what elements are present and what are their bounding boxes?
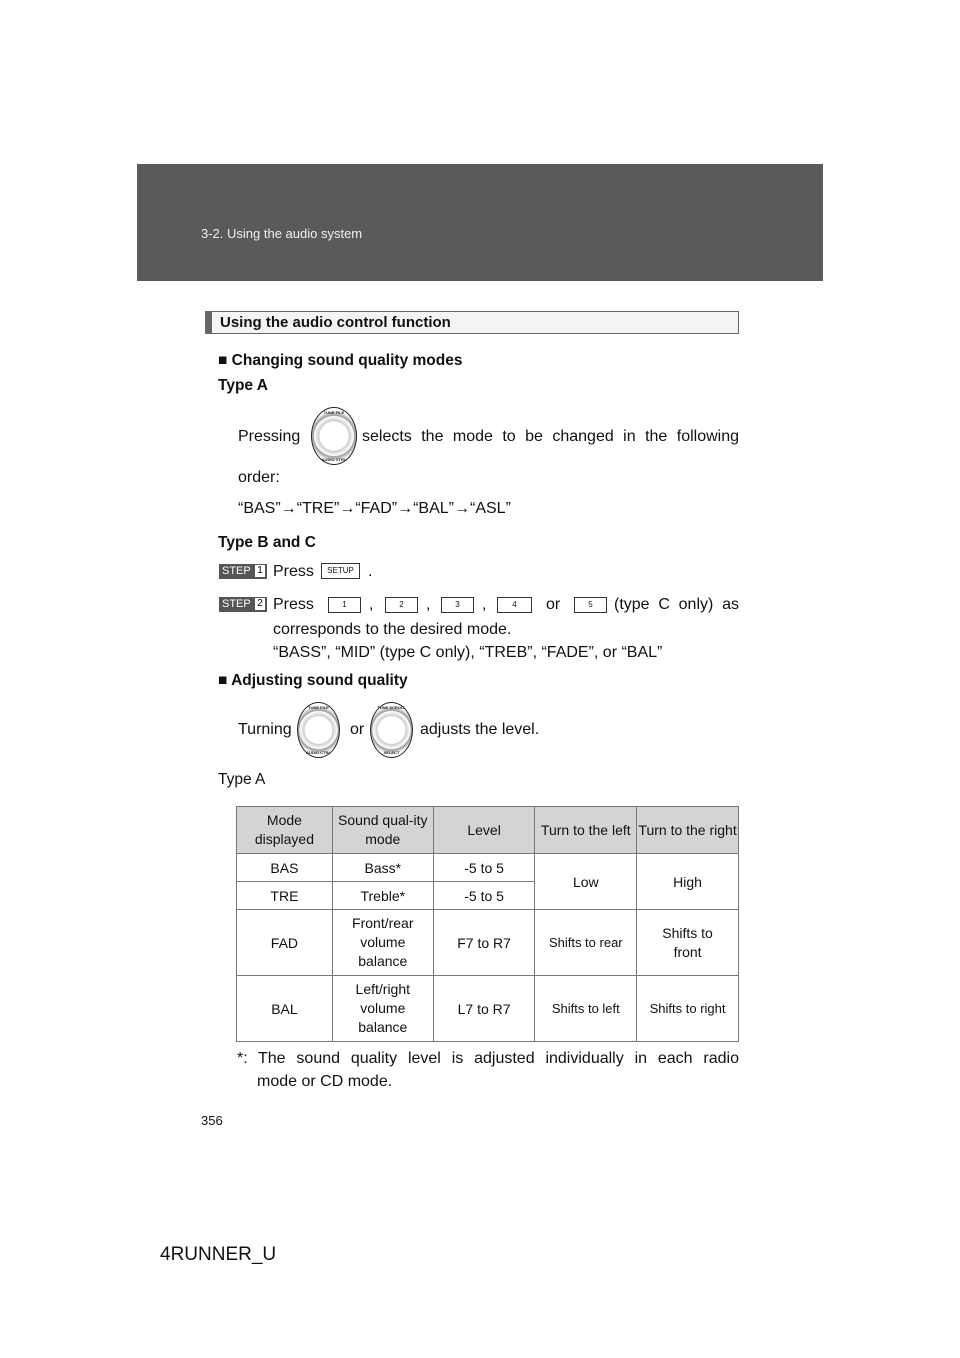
preset-5-button-icon: 5	[574, 597, 607, 613]
step2-press: Press	[273, 596, 314, 613]
cell-level: -5 to 5	[433, 854, 535, 882]
turning-or: or	[350, 721, 365, 738]
cell-quality: Front/rear volume balance	[332, 910, 433, 976]
step2-comma-3: ,	[482, 596, 487, 613]
cell-quality: Treble*	[332, 882, 433, 910]
section-heading: Using the audio control function	[220, 314, 451, 331]
cell-left: Shifts to rear	[535, 910, 637, 976]
page-number: 356	[201, 1113, 223, 1128]
preset-4-button-icon: 4	[497, 597, 532, 613]
step-2-badge: STEP 2	[219, 597, 267, 612]
square-bullet-icon: ■	[218, 672, 232, 689]
square-bullet-icon: ■	[218, 352, 232, 369]
knob-label-bottom: SELECT	[383, 750, 400, 755]
step1-period: .	[368, 563, 373, 580]
pressing-pre: Pressing	[238, 428, 301, 445]
cell-level: -5 to 5	[433, 882, 535, 910]
order-sequence: “BAS”→“TRE”→“FAD”→“BAL”→“ASL”	[238, 500, 511, 517]
knob-label-top: TUNE FILE	[308, 705, 329, 710]
pressing-order: order:	[238, 469, 280, 486]
header-cell: Mode displayed	[237, 807, 333, 854]
header-cell: Level	[433, 807, 535, 854]
page-header	[137, 164, 823, 281]
cell-right: High	[637, 854, 739, 910]
cell-level: F7 to R7	[433, 910, 535, 976]
step2-comma-1: ,	[369, 596, 374, 613]
heading-bar	[206, 312, 212, 333]
footer-model: 4RUNNER_U	[160, 1244, 277, 1265]
table-row	[237, 854, 739, 882]
footnote-line-1: The sound quality level is adjusted individually in each radio	[258, 1050, 739, 1067]
cell-mode: BAL	[237, 976, 333, 1042]
subheading-changing: ■ Changing sound quality modes	[218, 352, 463, 369]
section-heading-box	[205, 311, 739, 334]
pressing-post: selects the mode to be changed in the following	[362, 428, 739, 445]
preset-1-button-icon: 1	[328, 597, 361, 613]
sound-quality-table	[236, 806, 739, 1042]
table-header-row	[237, 807, 739, 854]
knob-label-top: TUNE SCROLL	[377, 705, 406, 710]
footnote-line-2: mode or CD mode.	[257, 1073, 393, 1090]
knob-label-bottom: AUDIO CTRL	[306, 750, 331, 755]
cell-quality: Bass*	[332, 854, 433, 882]
cell-mode: BAS	[237, 854, 333, 882]
type-a-label: Type A	[218, 377, 268, 394]
tune-knob-icon	[370, 702, 413, 758]
step2-comma-2: ,	[426, 596, 431, 613]
cell-mode: TRE	[237, 882, 333, 910]
audio-knob-icon	[297, 702, 340, 758]
setup-button-icon: SETUP	[321, 563, 360, 579]
cell-left: Shifts to left	[535, 976, 637, 1042]
header-cell: Turn to the right	[637, 807, 739, 854]
table-row	[237, 910, 739, 976]
turning-post: adjusts the level.	[420, 721, 540, 738]
turning-pre: Turning	[238, 721, 292, 738]
table-row	[237, 976, 739, 1042]
header-cell: Turn to the left	[535, 807, 637, 854]
cell-right: Shifts to front	[637, 910, 739, 976]
cell-right: Shifts to right	[637, 976, 739, 1042]
type-bc-label: Type B and C	[218, 534, 316, 551]
cell-quality: Left/right volume balance	[332, 976, 433, 1042]
preset-3-button-icon: 3	[441, 597, 474, 613]
step2-post: (type C only) as	[614, 596, 739, 613]
section-title: 3-2. Using the audio system	[201, 226, 363, 241]
subheading-adjusting: ■ Adjusting sound quality	[218, 672, 408, 689]
step1-press: Press	[273, 563, 314, 580]
step-1-badge: STEP 1	[219, 564, 267, 579]
step2-or: or	[546, 596, 561, 613]
step2-line2: corresponds to the desired mode.	[273, 621, 512, 638]
cell-mode: FAD	[237, 910, 333, 976]
preset-2-button-icon: 2	[385, 597, 418, 613]
step2-line3: “BASS”, “MID” (type C only), “TREB”, “FADE”, or “BAL”	[273, 644, 663, 661]
footnote-mark: *:	[237, 1050, 248, 1067]
cell-left: Low	[535, 854, 637, 910]
cell-level: L7 to R7	[433, 976, 535, 1042]
knob-label-bottom: AUDIO CTRL	[321, 457, 347, 462]
type-a-label-2: Type A	[218, 771, 266, 788]
header-cell: Sound qual-ity mode	[332, 807, 433, 854]
knob-label-top: TUNE FILE	[323, 410, 345, 415]
audio-knob-icon	[311, 407, 357, 465]
